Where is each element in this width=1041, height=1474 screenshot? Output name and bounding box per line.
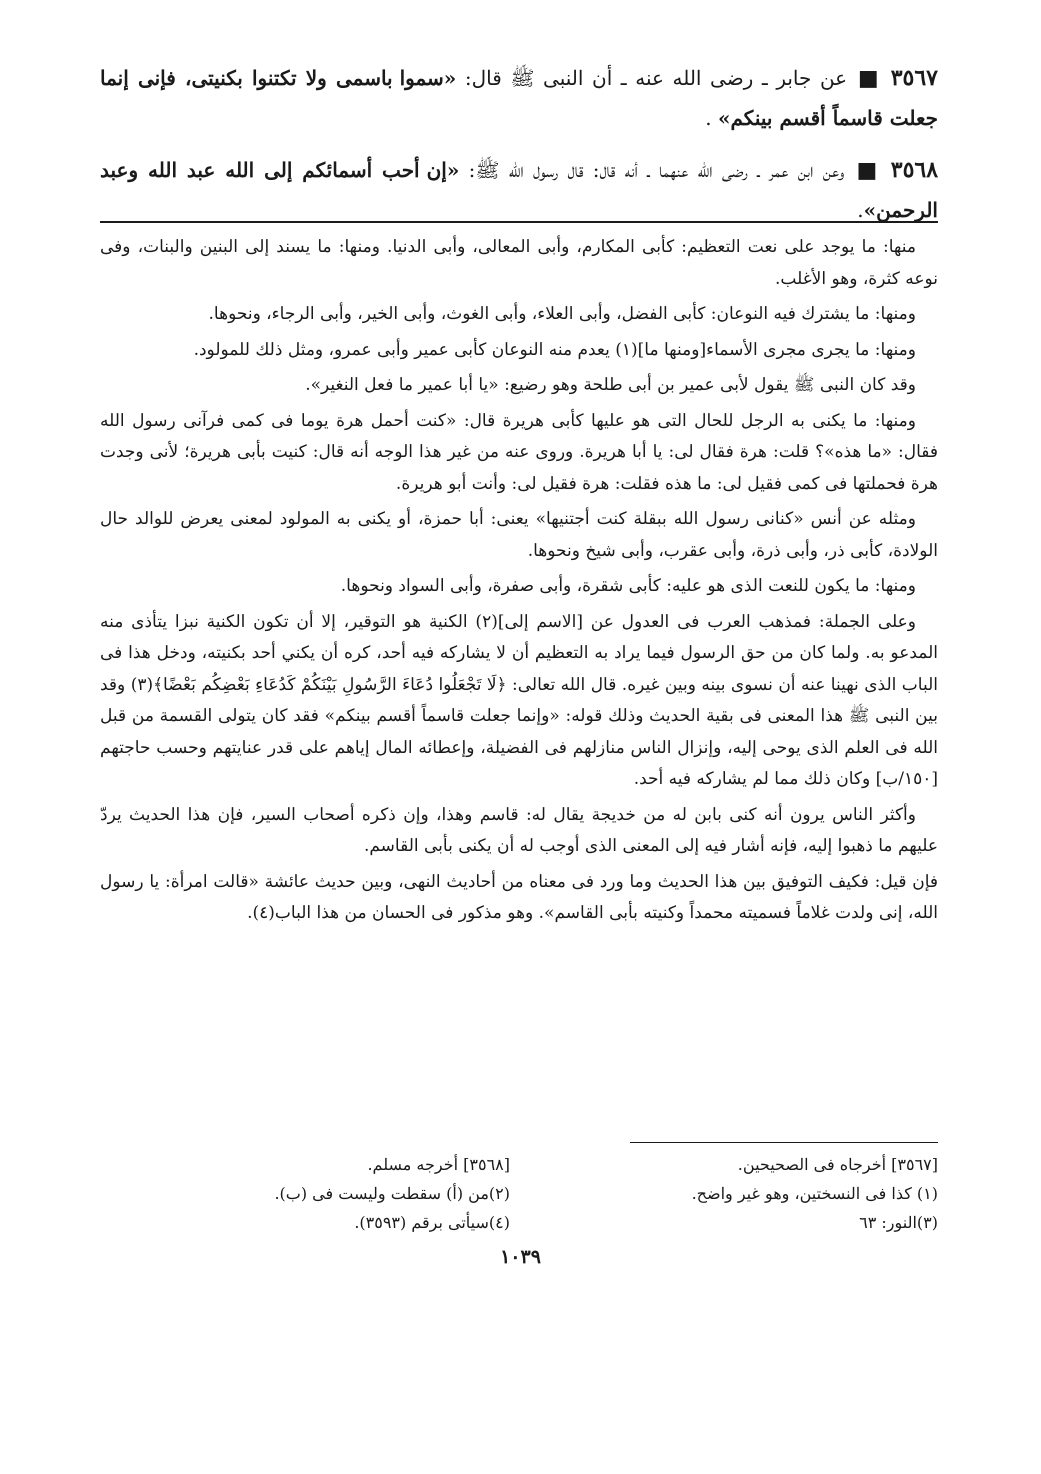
hadith-text: وعن ابن عمر ـ رضى الله عنهما ـ أنه قال: قال رسول الله ﷺ:	[459, 158, 845, 182]
commentary-section	[100, 232, 938, 934]
commentary-paragraph: ومثله عن أنس «كنانى رسول الله ببقلة كنت أجتنيها» يعنى: أبا حمزة، أو يكنى به المولود لمعنى يعرض للوالد حال الولادة، كأبى ذر، وأبى ذرة، وأبى عقرب، وأبى شيخ ونحوها.	[100, 509, 938, 561]
footnote: [٣٥٦٧] أخرجاه فى الصحيحين.	[737, 1155, 938, 1174]
footnote: (٤)سيأتى برقم (٣٥٩٣).	[354, 1213, 510, 1232]
commentary-paragraph: ومنها: ما يكون للنعت الذى هو عليه: كأبى شقرة، وأبى صفرة، وأبى السواد ونحوها.	[340, 576, 916, 596]
commentary-paragraph: فإن قيل: فكيف التوفيق بين هذا الحديث وما ورد فى معناه من أحاديث النهى، وبين حديث عائشة «قالت امرأة: يا رسول الله، إنى ولدت غلاماً فسميته محمداً وكنيته بأبى القاسم». وهو مذكور فى الحسان من هذا الباب(٤).	[100, 871, 938, 923]
page-number: ١٠٣٩	[500, 1246, 541, 1268]
footnote: (١) كذا فى النسختين، وهو غير واضح.	[691, 1184, 938, 1203]
hadith-3568	[100, 150, 938, 230]
commentary-paragraph: وقد كان النبى ﷺ يقول لأبى عمير بن أبى طلحة وهو رضيع: «يا أبا عمير ما فعل النغير».	[305, 375, 916, 395]
hadith-section	[100, 58, 938, 242]
footnote-divider	[630, 1142, 938, 1143]
commentary-paragraph: وعلى الجملة: فمذهب العرب فى العدول عن [الاسم إلى](٢) الكنية هو التوقير، إلا أن تكون الكنية نبزا يتأذى منه المدعو به. ولما كان من حق الرسول فيما يراد به التعظيم أن لا يشاركه فيه أحد، كره أن يكني أحد بكنيته، ودخل هذا فى الباب الذى نهينا عنه أن نسوى بينه وبين غيره. قال الله تعالى: ﴿لَا تَجْعَلُوا دُعَاءَ الرَّسُولِ بَيْنَكُمْ كَدُعَاءِ بَعْضِكُم بَعْضًا﴾(٣) وقد بين النبى ﷺ هذا المعنى فى بقية الحديث وذلك قوله: «وإنما جعلت قاسماً أقسم بينكم» فقد كان يتولى القسمة من قبل الله فى العلم الذى يوحى إليه، وإنزال الناس منازلهم فى الفضيلة، وإعطائه المال إياهم على قدر عنايتهم وحسب حاجتهم [١٥٠/ب] وكان ذلك مما لم يشاركه فيه أحد.	[100, 611, 938, 789]
hadith-number: ٣٥٦٧ ■	[855, 65, 938, 91]
footnote: (٣)النور: ٦٣	[859, 1213, 938, 1232]
footnotes	[110, 1150, 938, 1237]
footnote: (٢)من (أ) سقطت وليست فى (ب).	[274, 1184, 510, 1203]
commentary-paragraph: منها: ما يوجد على نعت التعظيم: كأبى المكارم، وأبى المعالى، وأبى الدنيا. ومنها: ما يسند إلى البنين والبنات، وفى نوعه كثرة، وهو الأغلب.	[100, 237, 938, 289]
footnotes-left-column	[110, 1150, 510, 1237]
footnote: [٣٥٦٨] أخرجه مسلم.	[367, 1155, 510, 1174]
commentary-paragraph: ومنها: ما يجرى مجرى الأسماء[ومنها ما](١) يعدم منه النوعان كأبى عمير وأبى عمرو، ومثل ذلك للمولود.	[193, 339, 916, 360]
footnotes-right-column	[538, 1150, 938, 1237]
section-divider	[100, 221, 938, 223]
commentary-paragraph: ومنها: ما يشترك فيه النوعان: كأبى الفضل، وأبى العلاء، وأبى الغوث، وأبى الخير، وأبى الرجاء، ونحوها.	[208, 304, 916, 324]
hadith-3567	[100, 58, 938, 138]
hadith-end: .	[857, 198, 864, 222]
hadith-end: .	[705, 106, 718, 130]
commentary-paragraph: وأكثر الناس يرون أنه كنى بابن له من خديجة يقال له: قاسم وهذا، وإن ذكره أصحاب السير، فإن هذا الحديث يردّ عليهم ما ذهبوا إليه، فإنه أشار فيه إلى المعنى الذى أوجب له أن يكنى بأبى القاسم.	[100, 804, 938, 856]
hadith-quote: «سموا باسمى ولا تكتنوا بكنيتى، فإنى إنما جعلت قاسماً أقسم بينكم»	[100, 66, 938, 130]
hadith-number: ٣٥٦٨ ■	[853, 157, 939, 183]
hadith-quote: «إن أحب أسمائكم إلى الله عبد الله وعبد الرحمن»	[100, 158, 938, 222]
hadith-text: عن جابر ـ رضى الله عنه ـ أن النبى ﷺ قال:	[456, 66, 848, 90]
commentary-paragraph: ومنها: ما يكنى به الرجل للحال التى هو عليها كأبى هريرة قال: «كنت أحمل هرة يوما فى كمى فرآنى رسول الله فقال: «ما هذه»؟ قلت: هرة فقال لى: يا أبا هريرة. وروى عنه من غير هذا الوجه أنه قال: كنيت بأبى هريرة؛ لأنى وجدت هرة فحملتها فى كمى فقيل لى: ما هذه فقلت: هرة فقيل لى: وأنت أبو هريرة.	[100, 410, 938, 494]
